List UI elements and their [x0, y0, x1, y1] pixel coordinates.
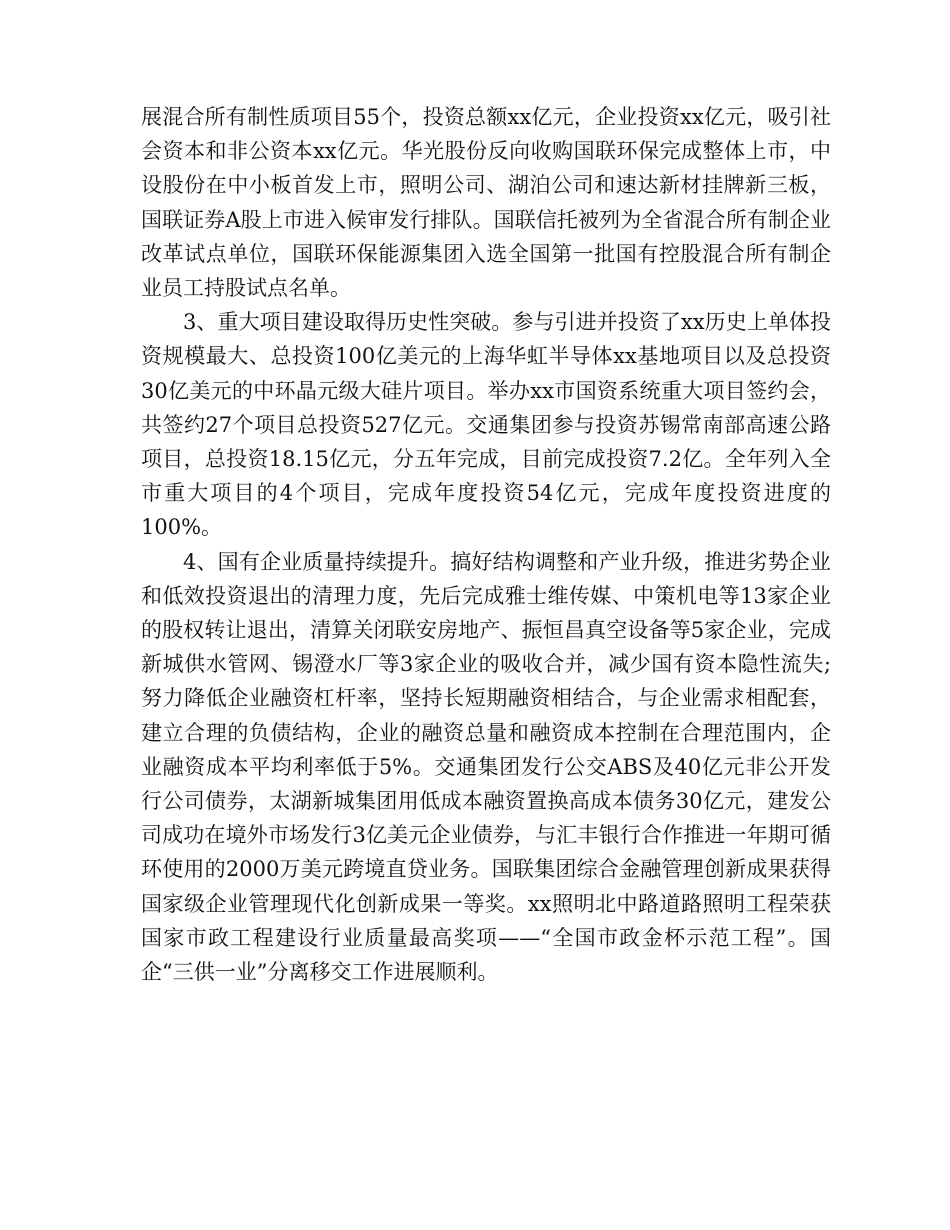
- paragraph-enterprise-quality: 4、国有企业质量持续提升。搞好结构调整和产业升级，推进劣势企业和低效投资退出的清理力度，先后完成雅士维传媒、中策机电等13家企业的股权转让退出，清算关闭联安房地产、振恒昌真空设备等5家企业，完成新城供水管网、锡澄水厂等3家企业的吸收合并，减少国有资本隐性流失;努力降低企业融资杠杆率，坚持长短期融资相结合，与企业需求相配套，建立合理的负债结构，企业的融资总量和融资成本控制在合理范围内，企业融资成本平均利率低于5%。交通集团发行公交ABS及40亿元非公开发行公司债券，太湖新城集团用低成本融资置换高成本债务30亿元，建发公司成功在境外市场发行3亿美元企业债券，与汇丰银行合作推进一年期可循环使用的2000万美元跨境直贷业务。国联集团综合金融管理创新成果获得国家级企业管理现代化创新成果一等奖。xx照明北中路道路照明工程荣获国家市政工程建设行业质量最高奖项——“全国市政金杯示范工程”。国企“三供一业”分离移交工作进展顺利。: [141, 549, 831, 985]
- document-body: [141, 100, 831, 989]
- paragraph-continuation: 展混合所有制性质项目55个，投资总额xx亿元，企业投资xx亿元，吸引社会资本和非公资本xx亿元。华光股份反向收购国联环保完成整体上市，中设股份在中小板首发上市，照明公司、湖泊公司和速达新材挂牌新三板，国联证券A股上市进入候审发行排队。国联信托被列为全省混合所有制企业改革试点单位，国联环保能源集团入选全国第一批国有控股混合所有制企业员工持股试点名单。: [141, 105, 831, 301]
- paragraph-major-projects: 3、重大项目建设取得历史性突破。参与引进并投资了xx历史上单体投资规模最大、总投资100亿美元的上海华虹半导体xx基地项目以及总投资30亿美元的中环晶元级大硅片项目。举办xx市国资系统重大项目签约会，共签约27个项目总投资527亿元。交通集团参与投资苏锡常南部高速公路项目，总投资18.15亿元，分五年完成，目前完成投资7.2亿。全年列入全市重大项目的4个项目，完成年度投资54亿元，完成年度投资进度的100%。: [141, 310, 831, 540]
